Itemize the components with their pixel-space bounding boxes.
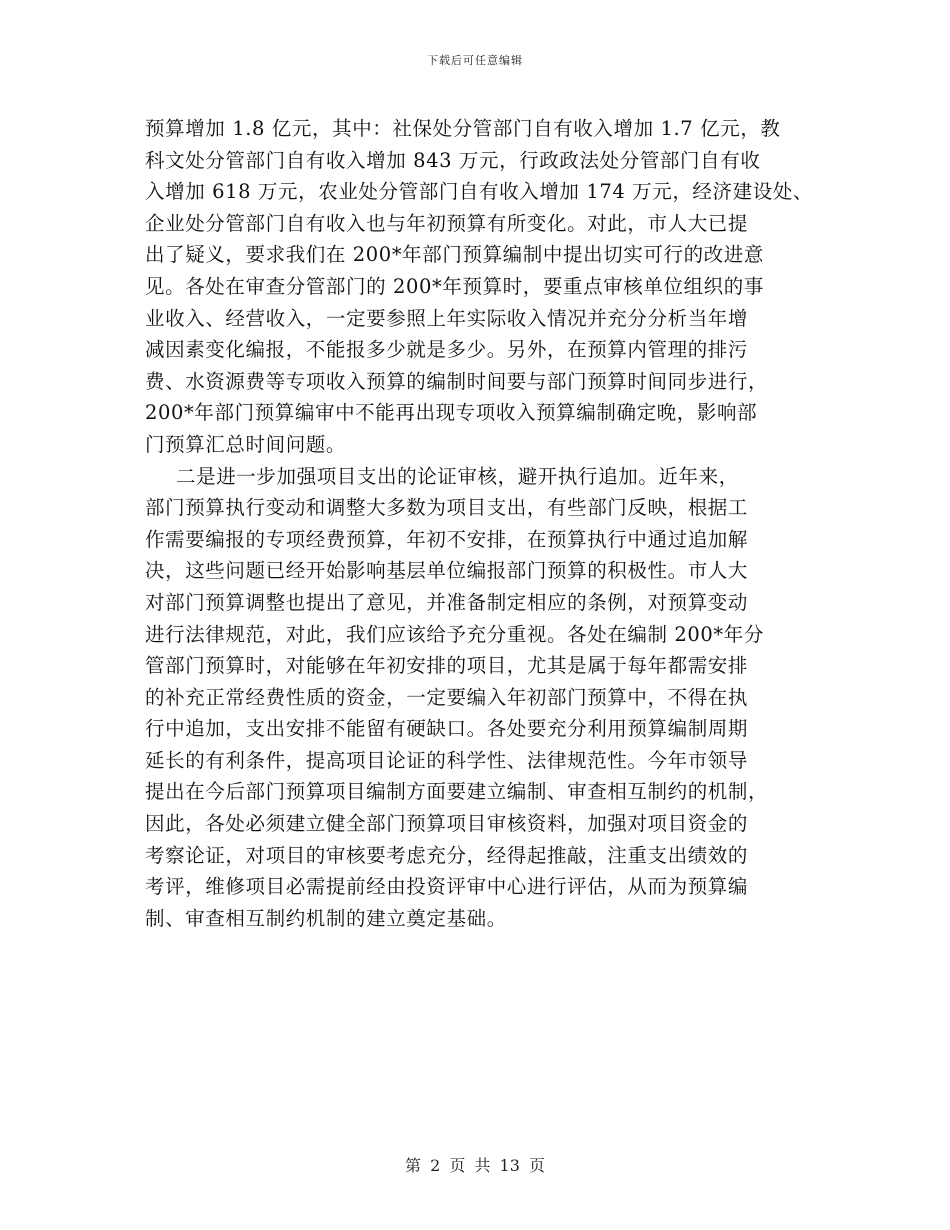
text-line: 作需要编报的专项经费预算，年初不安排，在预算执行中通过追加解	[145, 527, 749, 551]
text-line: 科文处分管部门自有收入增加 843 万元，行政政法处分管部门自有收	[145, 148, 761, 172]
text-line: 考察论证，对项目的审核要考虑充分，经得起推敲，注重支出绩效的	[145, 843, 749, 867]
page-number-footer: 第 2 页 共 13 页	[405, 1156, 545, 1175]
text-line: 门预算汇总时间问题。	[145, 432, 347, 456]
text-line: 200*年部门预算编审中不能再出现专项收入预算编制确定晚，影响部	[145, 401, 758, 425]
text-line: 部门预算执行变动和调整大多数为项目支出，有些部门反映，根据工	[145, 496, 749, 520]
paragraph-2	[145, 461, 835, 935]
text-line: 对部门预算调整也提出了意见，并准备制定相应的条例，对预算变动	[145, 590, 749, 614]
page-header: 下载后可任意编辑	[427, 54, 523, 67]
text-line: 行中追加，支出安排不能留有硬缺口。各处要充分利用预算编制周期	[145, 717, 749, 741]
text-line: 减因素变化编报，不能报多少就是多少。另外，在预算内管理的排污	[145, 338, 749, 362]
text-line: 二是进一步加强项目支出的论证审核，避开执行追加。近年来，	[176, 464, 739, 488]
text-line: 出了疑义，要求我们在 200*年部门预算编制中提出切实可行的改进意	[145, 243, 764, 267]
text-line: 业收入、经营收入，一定要参照上年实际收入情况并充分分析当年增	[145, 306, 749, 330]
text-line: 进行法律规范，对此，我们应该给予充分重视。各处在编制 200*年分	[145, 622, 764, 646]
text-line: 提出在今后部门预算项目编制方面要建立编制、审查相互制约的机制，	[145, 780, 769, 804]
document-body	[145, 113, 835, 934]
text-line: 制、审查相互制约机制的建立奠定基础。	[145, 906, 507, 930]
paragraph-1	[145, 113, 835, 461]
text-line: 入增加 618 万元，农业处分管部门自有收入增加 174 万元，经济建设处、	[145, 180, 814, 204]
text-line: 见。各处在审查分管部门的 200*年预算时，要重点审核单位组织的事	[145, 274, 764, 298]
text-line: 费、水资源费等专项收入预算的编制时间要与部门预算时间同步进行，	[145, 369, 769, 393]
text-line: 因此，各处必须建立健全部门预算项目审核资料，加强对项目资金的	[145, 812, 749, 836]
text-line: 管部门预算时，对能够在年初安排的项目，尤其是属于每年都需安排	[145, 654, 749, 678]
text-line: 考评，维修项目必需提前经由投资评审中心进行评估，从而为预算编	[145, 875, 749, 899]
text-line: 企业处分管部门自有收入也与年初预算有所变化。对此，市人大已提	[145, 211, 749, 235]
text-line: 的补充正常经费性质的资金，一定要编入年初部门预算中，不得在执	[145, 685, 749, 709]
text-line: 决，这些问题已经开始影响基层单位编报部门预算的积极性。市人大	[145, 559, 749, 583]
text-line: 延长的有利条件，提高项目论证的科学性、法律规范性。今年市领导	[145, 748, 749, 772]
text-line: 预算增加 1.8 亿元，其中：社保处分管部门自有收入增加 1.7 亿元，教	[145, 117, 781, 140]
